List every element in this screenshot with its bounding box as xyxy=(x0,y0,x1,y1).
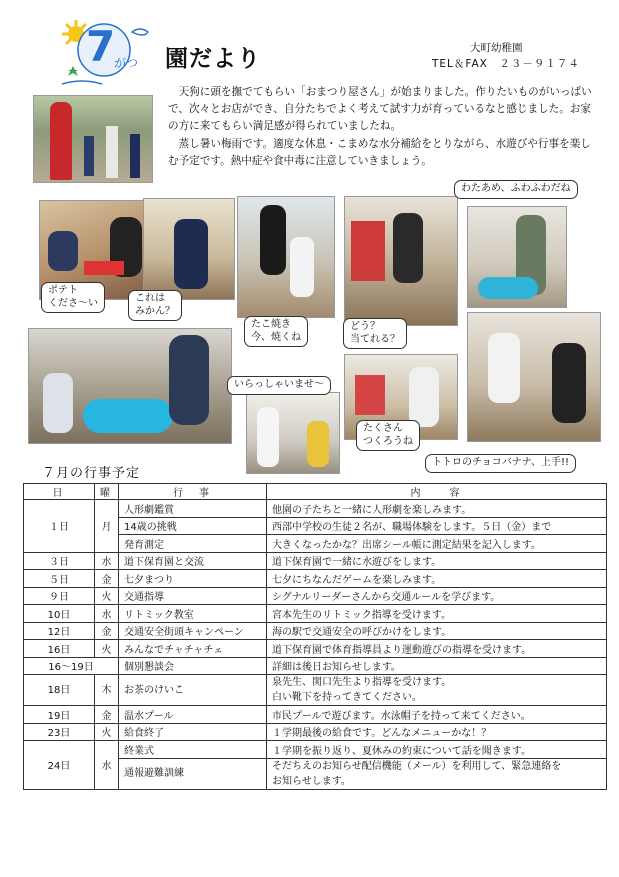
bubble-potato: ポテト くださ〜い xyxy=(41,282,105,313)
detail-line-1: そだちえのお知らせ配信機能（メール）を利用して、緊急連絡を xyxy=(272,760,562,772)
photo-welcome-shop xyxy=(246,392,340,474)
cell-detail: 市民プールで遊びます。水泳帽子を持って来てください。 xyxy=(267,706,607,724)
cell-date: 19日 xyxy=(24,706,95,724)
table-row xyxy=(24,675,607,706)
photo-game-shop xyxy=(344,196,458,326)
cell-date: 12日 xyxy=(24,622,95,640)
cell-detail: 大きくなったかな？出席シール帳に測定結果を記入します。 xyxy=(267,535,607,553)
header-event: 行 事 xyxy=(119,484,267,500)
cell-event: みんなでチャチャチェ xyxy=(119,640,267,658)
table-row xyxy=(24,500,607,518)
month-badge-number: 7 xyxy=(86,22,116,71)
page-title: 園だより xyxy=(165,46,261,72)
cell-event: 道下保育園と交流 xyxy=(119,552,267,570)
month-badge-suffix: がつ xyxy=(114,56,139,70)
table-row xyxy=(24,605,607,623)
schedule-table xyxy=(23,483,607,790)
table-row xyxy=(24,741,607,759)
cell-dow: 水 xyxy=(95,605,119,623)
table-row xyxy=(24,706,607,724)
table-row xyxy=(24,723,607,741)
cell-dow: 水 xyxy=(95,741,119,790)
bubble-takoyaki: たこ焼き 今、焼くね xyxy=(244,316,308,347)
photo-water-play xyxy=(28,328,232,444)
cell-detail: 七夕にちなんだゲームを楽しみます。 xyxy=(267,570,607,588)
cell-date: ３日 xyxy=(24,552,95,570)
cell-detail: シグナルリーダーさんから交通ルールを学びます。 xyxy=(267,587,607,605)
cell-date: 23日 xyxy=(24,723,95,741)
tel-fax: TEL＆FAX ２３－９１７４ xyxy=(432,58,580,70)
cell-event: 交通安全街頭キャンペーン xyxy=(119,622,267,640)
cell-dow: 火 xyxy=(95,587,119,605)
intro-paragraph-2: 蒸し暑い梅雨です。適度な休息・こまめな水分補給をとりながら、水遊びや行事を楽しむ予定です。熱中症や食中毒に注意していきましょう。 xyxy=(168,137,591,167)
cell-event: 通報避難訓練 xyxy=(119,758,267,789)
cell-event: 温水プール xyxy=(119,706,267,724)
cell-date: 16〜19日 xyxy=(24,657,119,675)
cell-event: 個別懇談会 xyxy=(119,657,267,675)
cell-detail: １学期最後の給食です。どんなメニューかな！？ xyxy=(267,723,607,741)
photo-mikan-shop xyxy=(143,198,235,300)
table-row xyxy=(24,570,607,588)
header-date: 日 xyxy=(24,484,95,500)
cell-date: 10日 xyxy=(24,605,95,623)
cell-detail: 他園の子たちと一緒に人形劇を楽しみます。 xyxy=(267,500,607,518)
cell-dow: 金 xyxy=(95,622,119,640)
cell-detail: 宮本先生のリトミック指導を受けます。 xyxy=(267,605,607,623)
table-row xyxy=(24,552,607,570)
table-row xyxy=(24,587,607,605)
cell-dow: 木 xyxy=(95,675,119,706)
cell-date: 24日 xyxy=(24,741,95,790)
cell-date: 18日 xyxy=(24,675,95,706)
cell-event: 人形劇鑑賞 xyxy=(119,500,267,518)
cell-event: リトミック教室 xyxy=(119,605,267,623)
detail-line-1: 泉先生、関口先生より指導を受けます。 xyxy=(272,677,452,688)
schedule-title: ７月の行事予定 xyxy=(42,466,141,481)
cell-dow: 火 xyxy=(95,723,119,741)
schedule-header-row xyxy=(24,484,607,500)
bubble-atareru: どう？ 当てれる？ xyxy=(343,318,407,349)
cell-event: 給食終了 xyxy=(119,723,267,741)
cell-detail: 道下保育園で体育指導員より運動遊びの指導を受けます。 xyxy=(267,640,607,658)
bubble-mikan: これは みかん？ xyxy=(128,290,182,321)
tengu-photo xyxy=(33,95,153,183)
cell-detail: 道下保育園で一緒に水遊びをします。 xyxy=(267,552,607,570)
cell-date: 16日 xyxy=(24,640,95,658)
detail-line-2: お知らせします。 xyxy=(272,775,351,787)
cell-dow: 水 xyxy=(95,552,119,570)
bubble-totoro: トトロのチョコバナナ、上手!! xyxy=(425,454,576,473)
bubble-wataame: わたあめ、ふわふわだね xyxy=(454,180,578,199)
photo-choco-banana xyxy=(467,312,601,442)
table-row xyxy=(24,640,607,658)
bubble-takusan: たくさん つくろうね xyxy=(356,420,420,451)
cell-date: ５日 xyxy=(24,570,95,588)
cell-event: お茶のけいこ xyxy=(119,675,267,706)
cell-event: 終業式 xyxy=(119,741,267,759)
cell-dow: 金 xyxy=(95,706,119,724)
header-detail: 内 容 xyxy=(267,484,607,500)
photo-takoyaki-shop xyxy=(237,196,335,318)
cell-event: 14歳の挑戦 xyxy=(119,517,267,535)
cell-date: １日 xyxy=(24,500,95,553)
header-dow: 曜 xyxy=(95,484,119,500)
month-badge xyxy=(60,18,152,86)
cell-detail xyxy=(267,758,607,789)
cell-detail: １学期を振り返り、夏休みの約束について話を聞きます。 xyxy=(267,741,607,759)
cell-dow: 金 xyxy=(95,570,119,588)
cell-event: 発育測定 xyxy=(119,535,267,553)
table-row xyxy=(24,657,607,675)
cell-event: 七夕まつり xyxy=(119,570,267,588)
table-row xyxy=(24,622,607,640)
photo-cotton-candy xyxy=(467,206,567,308)
intro-paragraph-1: 天狗に頭を撫でてもらい「おまつり屋さん」が始まりました。作りたいものがいっぱいで、次々とお店ができ、自分たちでよく考えて試す力が育っているなと感じました。お家の方に来てもらい満足感が得られていましたね。 xyxy=(168,86,592,133)
cell-detail: 海の駅で交通安全の呼びかけをします。 xyxy=(267,622,607,640)
cell-detail: 西部中学校の生徒２名が、職場体験をします。５日（金）まで xyxy=(267,517,607,535)
cell-date: ９日 xyxy=(24,587,95,605)
cell-dow: 月 xyxy=(95,500,119,553)
bubble-irasshai: いらっしゃいませ〜 xyxy=(227,376,331,395)
cell-detail: 詳細は後日お知らせします。 xyxy=(267,657,607,675)
cell-event: 交通指導 xyxy=(119,587,267,605)
cell-dow: 火 xyxy=(95,640,119,658)
intro-text xyxy=(168,84,600,170)
school-name: 大町幼稚園 xyxy=(470,42,523,54)
detail-line-2: 白い靴下を持ってきてください。 xyxy=(272,692,422,703)
cell-detail xyxy=(267,675,607,706)
